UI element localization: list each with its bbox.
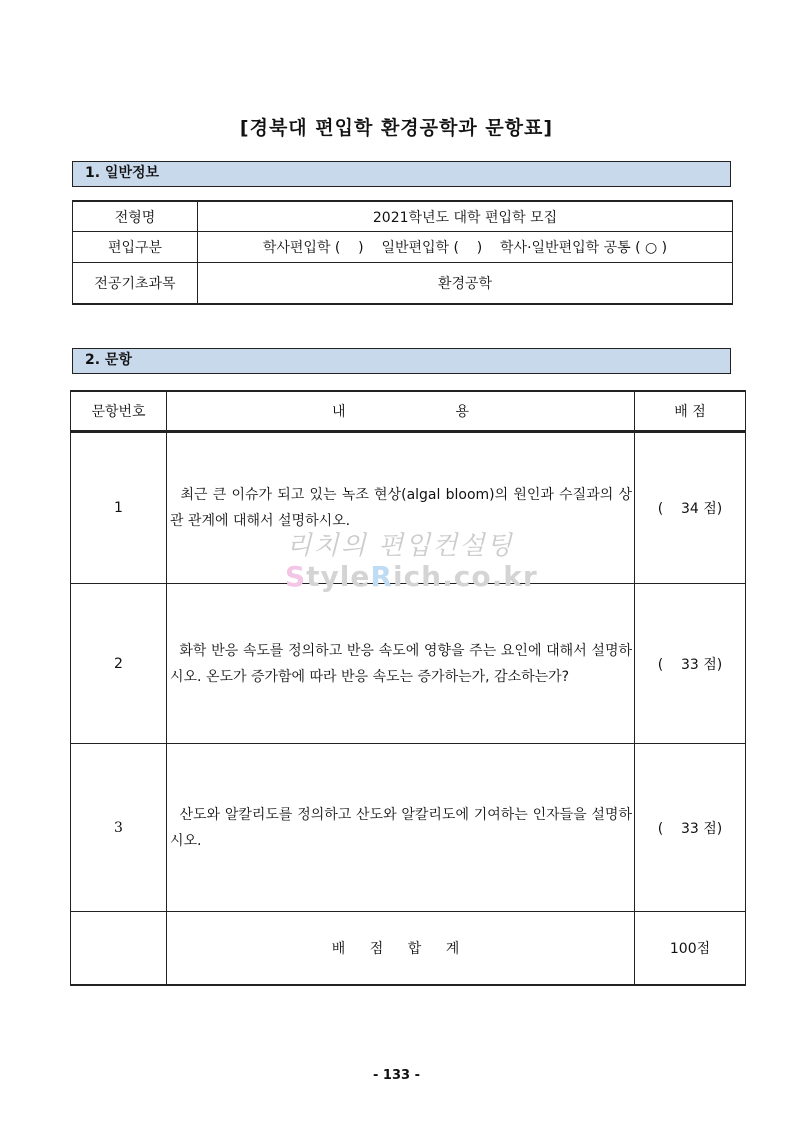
header-question-number: 문항번호: [71, 391, 167, 432]
table-row: [71, 432, 746, 584]
watermark-tyle: tyle: [306, 560, 371, 593]
info-label: 편입구분: [73, 232, 198, 263]
header-content: [167, 391, 635, 432]
watermark-r: R: [370, 560, 393, 593]
table-row: [71, 584, 746, 744]
table-row: [73, 232, 733, 263]
table-header-row: [71, 391, 746, 432]
question-score: ( 34 점): [635, 432, 746, 584]
info-value: 2021학년도 대학 편입학 모집: [198, 201, 733, 232]
page-title: [경북대 편입학 환경공학과 문항표]: [239, 117, 554, 139]
table-row: [73, 201, 733, 232]
header-content-left: 내: [331, 404, 346, 420]
question-content: 화학 반응 속도를 정의하고 반응 속도에 영향을 주는 요인에 대해서 설명하시오. 온도가 증가함에 따라 반응 속도는 증가하는가, 감소하는가?: [167, 584, 635, 744]
total-row: [71, 912, 746, 986]
header-score: 배 점: [635, 391, 746, 432]
question-content: 최근 큰 이슈가 되고 있는 녹조 현상(algal bloom)의 원인과 수질과의 상관 관계에 대해서 설명하시오.: [167, 432, 635, 584]
section-heading-questions: 2. 문항: [72, 348, 731, 374]
info-value: 학사편입학 ( ) 일반편입학 ( ) 학사·일반편입학 공통 ( ○ ): [198, 232, 733, 263]
info-value: 환경공학: [198, 263, 733, 305]
watermark-line1: 리치의 편입컨설팅: [286, 531, 514, 561]
info-label: 전형명: [73, 201, 198, 232]
question-number: 3: [71, 744, 167, 912]
general-info-table: [72, 200, 733, 305]
total-label-text: 배 점 합 계: [331, 941, 470, 957]
table-row: [71, 744, 746, 912]
page-number: - 133 -: [373, 1068, 420, 1083]
watermark-domain: ich.co.kr: [392, 560, 538, 593]
question-number: 1: [71, 432, 167, 584]
table-row: [73, 263, 733, 305]
total-score: 100점: [635, 912, 746, 986]
total-label: [167, 912, 635, 986]
section-heading-general-info: 1. 일반정보: [72, 161, 731, 187]
question-content: 산도와 알칼리도를 정의하고 산도와 알칼리도에 기여하는 인자들을 설명하시오.: [167, 744, 635, 912]
header-content-right: 용: [455, 404, 470, 420]
question-number: 2: [71, 584, 167, 744]
total-empty-cell: [71, 912, 167, 986]
question-score: ( 33 점): [635, 584, 746, 744]
info-label: 전공기초과목: [73, 263, 198, 305]
watermark-s: S: [285, 560, 307, 593]
question-score: ( 33 점): [635, 744, 746, 912]
questions-table: [70, 390, 746, 986]
